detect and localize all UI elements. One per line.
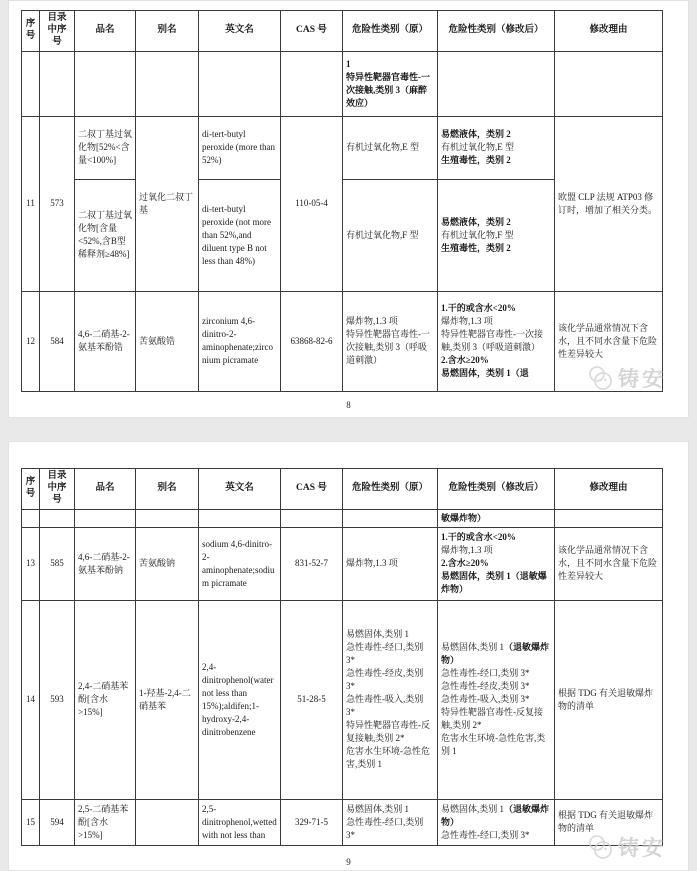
table-row-11a <box>22 116 663 179</box>
col-header-alias: 别名 <box>136 469 199 510</box>
hazard-original-cell: 1 特异性靶器官毒性-一次接触,类别 3（麻醉效应） <box>343 51 438 116</box>
col-header-cas: CAS 号 <box>281 469 343 510</box>
reason-cell: 根据 TDG 有关退敏爆炸物的清单 <box>555 799 663 845</box>
hazard-original-cell: 有机过氧化物,E 型 <box>343 116 438 179</box>
reason-cell: 该化学品通常情况下含水，且不同水含量下危险性差异较大 <box>555 291 663 391</box>
hazard-original-cell: 有机过氧化物,F 型 <box>343 179 438 291</box>
document-page-9 <box>8 441 689 871</box>
hazard-revised-cell: 1.干的或含水<20% 爆炸物,1.3 项 2.含水≥20% 易燃固体，类别 1（退敏爆炸物） <box>438 527 555 600</box>
col-header-seq: 序号 <box>22 469 40 510</box>
catalog-no-cell: 584 <box>40 291 75 391</box>
product-name-cell: 2,4-二硝基苯酚[含水>15%] <box>75 600 136 799</box>
col-header-product-name: 品名 <box>75 469 136 510</box>
hazard-revised-cell: 易燃固体,类别 1（退敏爆炸物） 急性毒性-经口,类别 3* 急性毒性-经皮,类别 3* 急性毒性-吸入,类别 3* 特异性靶器官毒性-反复接触,类别 2* 危害水生环境-急性危害,类别 1 <box>438 600 555 799</box>
alias-cell: 过氧化二叔丁基 <box>136 116 199 291</box>
product-name-cell: 4,6-二硝基-2-氨基苯酚钠 <box>75 527 136 600</box>
product-name-cell: 二叔丁基过氧化物[52%<含量<100%] <box>75 116 136 179</box>
continuation-row <box>22 51 663 116</box>
document-page-8 <box>8 0 689 418</box>
cas-cell: 110-05-4 <box>281 116 343 291</box>
product-name-cell: 4,6-二硝基-2-氨基苯酚锆 <box>75 291 136 391</box>
hazard-revised-cell: 易燃液体，类别 2 有机过氧化物,F 型 生殖毒性，类别 2 <box>438 179 555 291</box>
catalog-no-cell: 593 <box>40 600 75 799</box>
table-header-row <box>22 11 663 52</box>
watermark-text: 铸安 <box>618 368 666 391</box>
hazard-original-cell: 爆炸物,1.3 项 <box>343 527 438 600</box>
watermark-text: 铸安 <box>618 837 666 860</box>
col-header-english-name: 英文名 <box>199 11 281 52</box>
seq-cell: 14 <box>22 600 40 799</box>
alias-cell: 苦氨酸锆 <box>136 291 199 391</box>
alias-cell: 1-羟基-2,4-二硝基苯 <box>136 600 199 799</box>
catalog-no-cell: 585 <box>40 527 75 600</box>
alias-cell <box>136 799 199 845</box>
col-header-cas: CAS 号 <box>281 11 343 52</box>
hazard-table-page-9 <box>21 468 663 846</box>
hazard-original-cell: 易燃固体,类别 1 急性毒性-经口,类别 3* 急性毒性-经皮,类别 3* 急性毒性-吸入,类别 3* 特异性靶器官毒性-反复接触,类别 2* 危害水生环境-急性危害,类别 1 <box>343 600 438 799</box>
hazard-table-page-8 <box>21 10 663 392</box>
reason-cell: 欧盟 CLP 法规 ATP03 修订时，增加了相关分类。 <box>555 116 663 291</box>
product-name-cell: 2,5-二硝基苯酚[含水>15%] <box>75 799 136 845</box>
cas-cell: 51-28-5 <box>281 600 343 799</box>
catalog-no-cell: 594 <box>40 799 75 845</box>
english-name-cell: di-tert-butyl peroxide (not more than 52%,and diluent type B not less than 48%) <box>199 179 281 291</box>
seq-cell: 15 <box>22 799 40 845</box>
col-header-reason: 修改理由 <box>555 11 663 52</box>
table-row-12 <box>22 291 663 391</box>
product-name-cell: 二叔丁基过氧化物[含量<52%,含B型稀释剂≥48%] <box>75 179 136 291</box>
col-header-product-name: 品名 <box>75 11 136 52</box>
hazard-revised-cell: 敏爆炸物） <box>438 509 555 527</box>
col-header-hazard-original: 危险性类别（原） <box>343 469 438 510</box>
col-header-seq: 序号 <box>22 11 40 52</box>
reason-cell: 根据 TDG 有关退敏爆炸物的清单 <box>555 600 663 799</box>
cas-cell: 329-71-5 <box>281 799 343 845</box>
page-number: 9 <box>346 857 351 867</box>
cas-cell: 63868-82-6 <box>281 291 343 391</box>
english-name-cell: 2,5-dinitrophenol,wetted with not less than <box>199 799 281 845</box>
seq-cell: 11 <box>22 116 40 291</box>
hazard-revised-cell: 1.干的或含水<20% 爆炸物,1.3 项 特异性靶器官毒性-一次接触,类别 3（呼吸道刺激） 2.含水≥20% 易燃固体，类别 1（退 <box>438 291 555 391</box>
col-header-catalog-no: 目录中序号 <box>40 469 75 510</box>
hazard-original-cell: 爆炸物,1.3 项 特异性靶器官毒性-一次接触,类别 3（呼吸道刺激） <box>343 291 438 391</box>
hazard-revised-cell: 易燃固体,类别 1（退敏爆炸物） 急性毒性-经口,类别 3* <box>438 799 555 845</box>
english-name-cell: sodium 4,6-dinitro-2-aminophenate;sodium picramate <box>199 527 281 600</box>
col-header-catalog-no: 目录中序号 <box>40 11 75 52</box>
seq-cell: 13 <box>22 527 40 600</box>
english-name-cell: 2,4-dinitrophenol(water not less than 15%);aldifen;1-hydroxy-2,4-dinitrobenzene <box>199 600 281 799</box>
continuation-row <box>22 509 663 527</box>
table-row-15 <box>22 799 663 845</box>
table-row-14 <box>22 600 663 799</box>
page-number: 8 <box>346 400 351 410</box>
hazard-original-cell: 易燃固体,类别 1 急性毒性-经口,类别 3* <box>343 799 438 845</box>
catalog-no-cell: 573 <box>40 116 75 291</box>
col-header-english-name: 英文名 <box>199 469 281 510</box>
hazard-revised-cell: 易燃液体，类别 2 有机过氧化物,E 型 生殖毒性，类别 2 <box>438 116 555 179</box>
cas-cell: 831-52-7 <box>281 527 343 600</box>
english-name-cell: di-tert-butyl peroxide (more than 52%) <box>199 116 281 179</box>
seq-cell: 12 <box>22 291 40 391</box>
col-header-hazard-original: 危险性类别（原） <box>343 11 438 52</box>
english-name-cell: zirconium 4,6-dinitro-2-aminophenate;zirconium picramate <box>199 291 281 391</box>
col-header-alias: 别名 <box>136 11 199 52</box>
reason-cell: 该化学品通常情况下含水，且不同水含量下危险性差异较大 <box>555 527 663 600</box>
col-header-reason: 修改理由 <box>555 469 663 510</box>
table-header-row <box>22 469 663 510</box>
col-header-hazard-revised: 危险性类别（修改后） <box>438 469 555 510</box>
alias-cell: 苦氨酸钠 <box>136 527 199 600</box>
col-header-hazard-revised: 危险性类别（修改后） <box>438 11 555 52</box>
table-row-13 <box>22 527 663 600</box>
